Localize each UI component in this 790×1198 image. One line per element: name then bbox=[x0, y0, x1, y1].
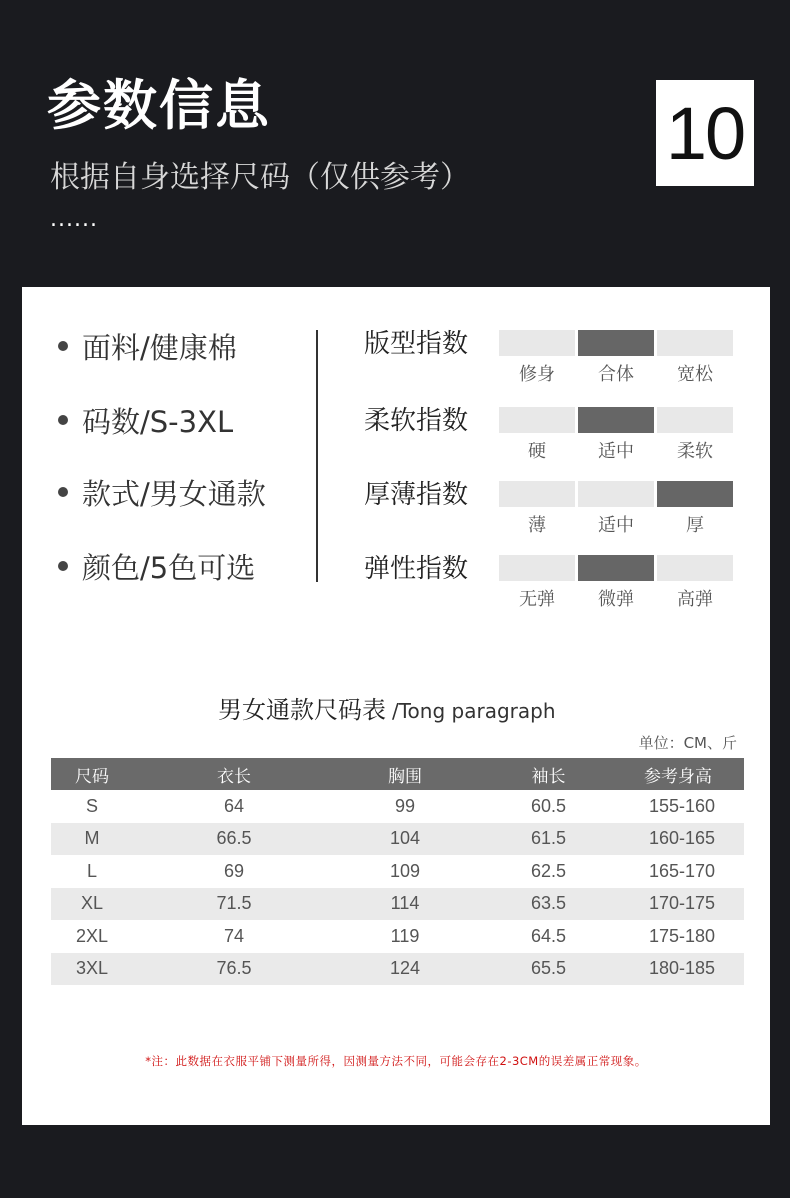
index-bar-segment bbox=[499, 481, 575, 507]
header-cell: 胸围 bbox=[388, 766, 422, 787]
header-cell: 袖长 bbox=[531, 766, 566, 787]
spec-item bbox=[58, 546, 255, 586]
table-row bbox=[51, 888, 744, 921]
page-subtitle: 根据自身选择尺码（仅供参考） bbox=[50, 160, 470, 195]
index-option-label: 柔软 bbox=[677, 441, 713, 462]
divider-line bbox=[316, 330, 318, 582]
table-cell: 74 bbox=[223, 925, 245, 946]
index-bar-segment bbox=[499, 330, 575, 356]
size-table-unit: 单位：CM、斤 bbox=[638, 734, 737, 752]
table-cell: 170-175 bbox=[649, 893, 716, 914]
size-table-title bbox=[218, 693, 556, 728]
index-bar-segment bbox=[499, 555, 575, 581]
bullet-icon bbox=[58, 415, 68, 425]
table-row bbox=[51, 920, 744, 953]
size-table-title-cn: 男女通款尺码表 bbox=[218, 696, 386, 724]
section-number-badge: 10 bbox=[656, 80, 754, 186]
table-cell: M bbox=[84, 828, 100, 849]
size-table-title-en: /Tong paragraph bbox=[392, 699, 556, 723]
table-row bbox=[51, 790, 744, 823]
header-cell: 衣长 bbox=[217, 766, 251, 787]
header-cell: 参考身高 bbox=[644, 766, 712, 787]
index-option-label: 高弹 bbox=[677, 589, 713, 610]
table-cell: 119 bbox=[390, 925, 420, 946]
table-cell: 60.5 bbox=[530, 795, 567, 816]
index-bar-segment bbox=[578, 407, 654, 433]
table-cell: 62.5 bbox=[530, 860, 567, 881]
table-cell: 63.5 bbox=[530, 893, 567, 914]
table-cell: 114 bbox=[390, 893, 420, 914]
index-label: 弹性指数 bbox=[364, 554, 469, 584]
index-bar-segment bbox=[578, 481, 654, 507]
spec-item-text: 码数/S-3XL bbox=[82, 404, 234, 439]
index-option-label: 适中 bbox=[598, 441, 634, 462]
index-option-label: 厚 bbox=[686, 515, 704, 536]
index-bar-segment bbox=[499, 407, 575, 433]
index-option-label: 适中 bbox=[598, 515, 634, 536]
index-label: 柔软指数 bbox=[364, 406, 469, 436]
table-cell: 65.5 bbox=[530, 958, 567, 979]
index-bar-segment bbox=[657, 330, 733, 356]
spec-item-text: 款式/男女通款 bbox=[82, 476, 266, 511]
bullet-icon bbox=[58, 561, 68, 571]
table-cell: L bbox=[86, 860, 97, 881]
decorative-dots: ...... bbox=[50, 207, 98, 232]
index-bar-segment bbox=[657, 481, 733, 507]
index-label: 厚薄指数 bbox=[364, 480, 469, 510]
table-cell: 155-160 bbox=[649, 795, 716, 816]
index-bar-segment bbox=[657, 555, 733, 581]
table-cell: 124 bbox=[389, 958, 421, 979]
index-option-label: 宽松 bbox=[677, 364, 713, 385]
table-row bbox=[51, 855, 744, 888]
spec-item bbox=[58, 472, 266, 512]
index-option-label: 薄 bbox=[528, 515, 546, 536]
header-cell: 尺码 bbox=[75, 766, 109, 787]
table-cell: 99 bbox=[394, 795, 416, 816]
table-cell: 104 bbox=[389, 828, 421, 849]
index-option-label: 微弹 bbox=[598, 589, 634, 610]
table-cell: 165-170 bbox=[649, 860, 716, 881]
table-row bbox=[51, 953, 744, 986]
table-cell: 2XL bbox=[75, 925, 109, 946]
bullet-icon bbox=[58, 341, 68, 351]
table-cell: 71.5 bbox=[216, 893, 252, 914]
table-cell: 69 bbox=[223, 860, 245, 881]
index-bar-segment bbox=[657, 407, 733, 433]
table-cell: 3XL bbox=[75, 958, 109, 979]
spec-item-text: 面料/健康棉 bbox=[82, 330, 237, 365]
index-bar-segment bbox=[578, 330, 654, 356]
spec-item bbox=[58, 326, 237, 366]
table-header-row bbox=[51, 758, 744, 790]
index-option-label: 硬 bbox=[528, 441, 546, 462]
index-label: 版型指数 bbox=[364, 329, 469, 359]
table-cell: 66.5 bbox=[216, 828, 252, 849]
table-cell: S bbox=[85, 795, 98, 816]
table-row bbox=[51, 823, 744, 856]
index-option-label: 合体 bbox=[598, 364, 634, 385]
table-cell: 175-180 bbox=[649, 925, 716, 946]
table-cell: 76.5 bbox=[216, 958, 252, 979]
table-cell: 64 bbox=[223, 795, 245, 816]
table-cell: 61.5 bbox=[530, 828, 567, 849]
table-cell: 180-185 bbox=[649, 958, 716, 979]
size-table bbox=[51, 758, 744, 985]
table-cell: 109 bbox=[389, 860, 421, 881]
spec-item bbox=[58, 400, 233, 440]
index-option-label: 修身 bbox=[519, 364, 555, 385]
spec-item-text: 颜色/5色可选 bbox=[82, 550, 256, 585]
table-cell: 64.5 bbox=[530, 925, 567, 946]
bullet-icon bbox=[58, 487, 68, 497]
index-option-label: 无弹 bbox=[519, 589, 555, 610]
table-cell: 160-165 bbox=[649, 828, 716, 849]
page-title: 参数信息 bbox=[47, 74, 271, 137]
measurement-note: *注：此数据在衣服平铺下测量所得，因测量方法不同，可能会存在2-3CM的误差属正常现象。 bbox=[145, 1054, 647, 1068]
table-cell: XL bbox=[80, 893, 104, 914]
index-bar-segment bbox=[578, 555, 654, 581]
